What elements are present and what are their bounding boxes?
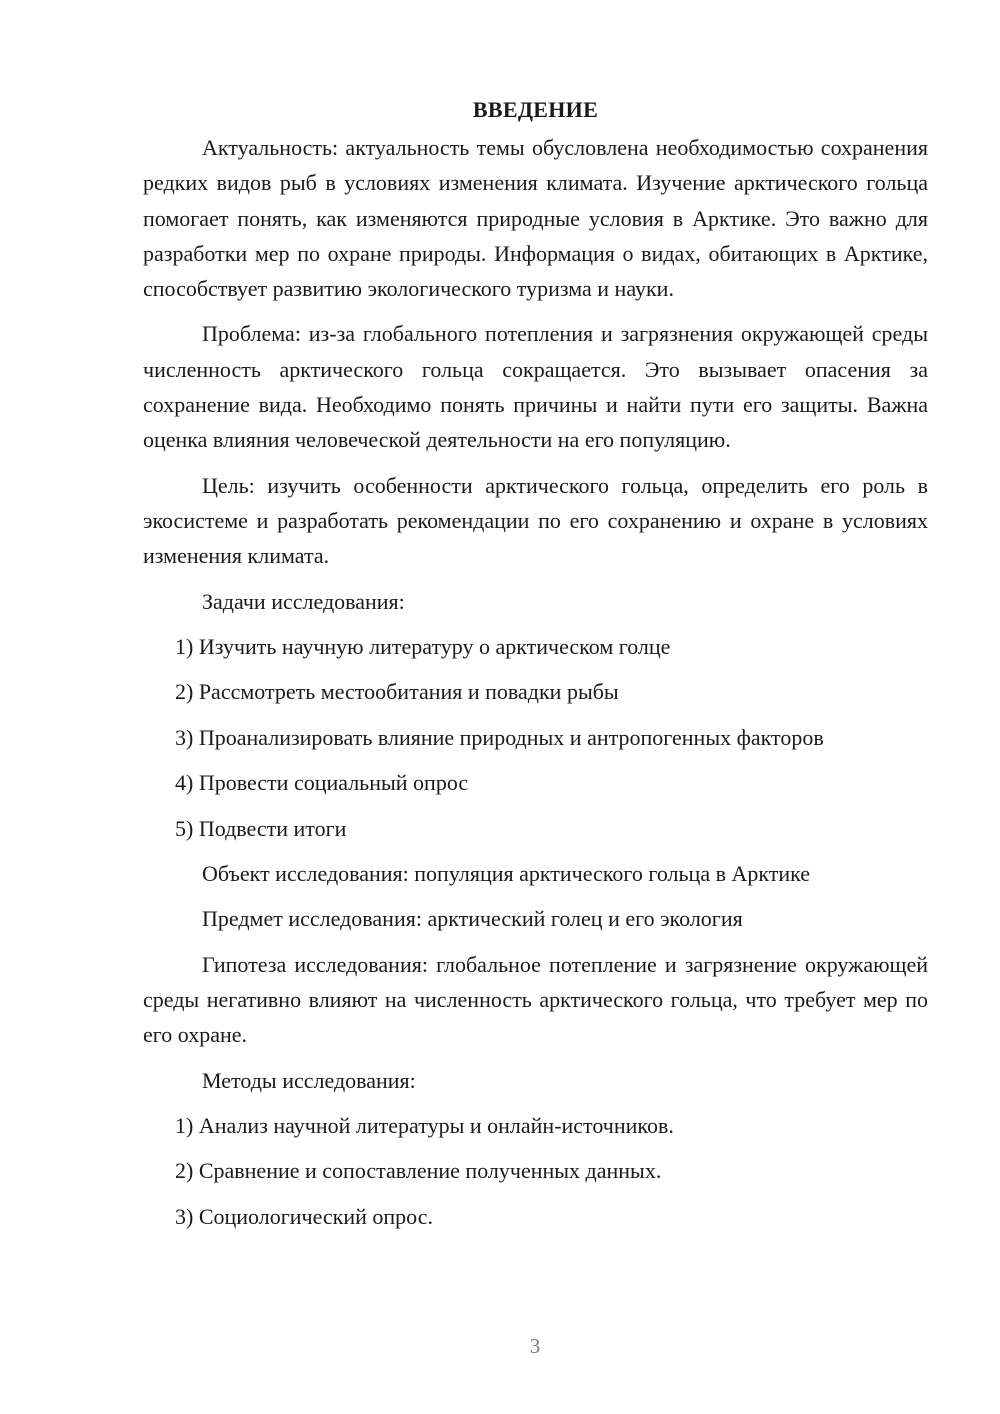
list-item: 5) Подвести итоги bbox=[175, 815, 347, 841]
relevance-paragraph: Актуальность: актуальность темы обусловлена необходимостью сохранения редких видов рыб в условиях изменения климата. Изучение арктического гольца помогает понять, как изменяются природные условия в Арктике. Это важно для разработки мер по охране природы. Информация о видах, обитающих в Арктике, способствует развитию экологического туризма и науки. bbox=[143, 135, 928, 302]
document-page bbox=[143, 92, 928, 1244]
methods-list bbox=[143, 1108, 928, 1234]
methods-heading: Методы исследования: bbox=[202, 1067, 416, 1093]
list-item: 2) Рассмотреть местообитания и повадки рыбы bbox=[175, 679, 619, 705]
page-title: ВВЕДЕНИЕ bbox=[472, 97, 599, 122]
list-item: 4) Провести социальный опрос bbox=[175, 770, 469, 796]
list-item: 1) Изучить научную литературу о арктическом голце bbox=[175, 633, 671, 659]
list-item: 2) Сравнение и сопоставление полученных данных. bbox=[175, 1158, 662, 1184]
subject-line: Предмет исследования: арктический голец и его экология bbox=[202, 906, 743, 932]
list-item: 3) Социологический опрос. bbox=[175, 1203, 433, 1229]
problem-paragraph: Проблема: из-за глобального потепления и загрязнения окружающей среды численность арктического гольца сокращается. Это вызывает опасения за сохранение вида. Необходимо понять причины и найти пути его защиты. Важна оценка влияния человеческой деятельности на его популяцию. bbox=[143, 321, 928, 453]
hypothesis-paragraph: Гипотеза исследования: глобальное потепление и загрязнение окружающей среды негативно влияют на численность арктического гольца, что требует мер по его охране. bbox=[143, 951, 928, 1048]
tasks-list bbox=[143, 629, 928, 846]
tasks-heading: Задачи исследования: bbox=[202, 588, 405, 614]
page-number: 3 bbox=[529, 1334, 541, 1358]
list-item: 3) Проанализировать влияние природных и антропогенных факторов bbox=[175, 724, 824, 750]
object-line: Объект исследования: популяция арктического гольца в Арктике bbox=[202, 860, 811, 886]
list-item: 1) Анализ научной литературы и онлайн-источников. bbox=[175, 1112, 674, 1138]
goal-paragraph: Цель: изучить особенности арктического гольца, определить его роль в экосистеме и разработать рекомендации по его сохранению и охране в условиях изменения климата. bbox=[143, 472, 928, 569]
